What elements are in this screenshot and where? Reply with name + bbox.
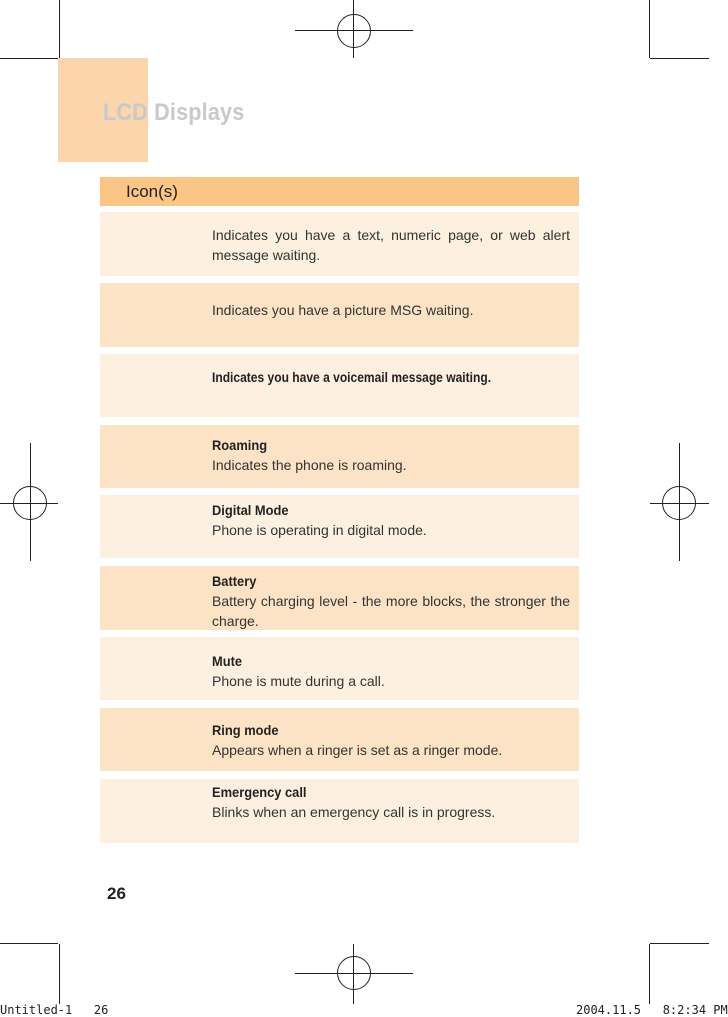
registration-circle bbox=[13, 486, 47, 520]
row-description: Battery charging level - the more blocks, the stronger the charge. bbox=[212, 593, 570, 629]
page-number: 26 bbox=[107, 884, 126, 903]
table-row bbox=[100, 637, 579, 700]
table-row bbox=[100, 425, 579, 488]
crop-mark bbox=[0, 58, 58, 59]
row-title: Battery bbox=[212, 573, 257, 589]
row-text bbox=[212, 367, 570, 387]
table-header bbox=[100, 177, 579, 206]
row-description: Phone is operating in digital mode. bbox=[212, 522, 427, 538]
table-row bbox=[100, 495, 579, 558]
row-title: Indicates you have a voicemail message waiting. bbox=[212, 369, 492, 385]
row-title: Mute bbox=[212, 653, 243, 669]
row-description: Indicates you have a text, numeric page, or web alert message waiting. bbox=[212, 227, 570, 263]
row-text bbox=[212, 435, 570, 475]
table-row bbox=[100, 283, 579, 347]
row-title: Roaming bbox=[212, 437, 268, 453]
table-row bbox=[100, 779, 579, 843]
row-description: Indicates the phone is roaming. bbox=[212, 457, 407, 473]
crop-mark bbox=[0, 943, 58, 944]
row-description: Phone is mute during a call. bbox=[212, 673, 385, 689]
registration-circle bbox=[662, 486, 696, 520]
crop-mark bbox=[650, 58, 709, 59]
table-row bbox=[100, 212, 579, 276]
row-title: Digital Mode bbox=[212, 502, 289, 518]
crop-mark bbox=[649, 944, 650, 1004]
table-row bbox=[100, 354, 579, 417]
row-text bbox=[212, 651, 570, 691]
crop-mark bbox=[59, 0, 60, 58]
row-text bbox=[212, 500, 570, 540]
row-text bbox=[212, 225, 570, 265]
row-description: Appears when a ringer is set as a ringer mode. bbox=[212, 742, 503, 758]
table-row bbox=[100, 566, 579, 630]
crop-mark bbox=[650, 943, 709, 944]
registration-circle bbox=[337, 956, 371, 990]
row-description: Indicates you have a picture MSG waiting. bbox=[212, 302, 474, 318]
row-title: Emergency call bbox=[212, 784, 307, 800]
print-slug-right: 2004.11.5 8:2:34 PM bbox=[576, 1003, 728, 1017]
row-description: Blinks when an emergency call is in progress. bbox=[212, 804, 496, 820]
row-text bbox=[212, 571, 570, 631]
crop-mark bbox=[649, 0, 650, 58]
print-slug-left: Untitled-1 26 bbox=[0, 1003, 109, 1017]
registration-circle bbox=[337, 14, 371, 48]
section-title: LCD Displays bbox=[103, 99, 245, 126]
row-text bbox=[212, 720, 570, 760]
table-header-label: Icon(s) bbox=[126, 182, 178, 201]
crop-mark bbox=[59, 944, 60, 1004]
table-row bbox=[100, 708, 579, 771]
row-text bbox=[212, 300, 570, 320]
row-title: Ring mode bbox=[212, 722, 279, 738]
row-text bbox=[212, 782, 570, 822]
